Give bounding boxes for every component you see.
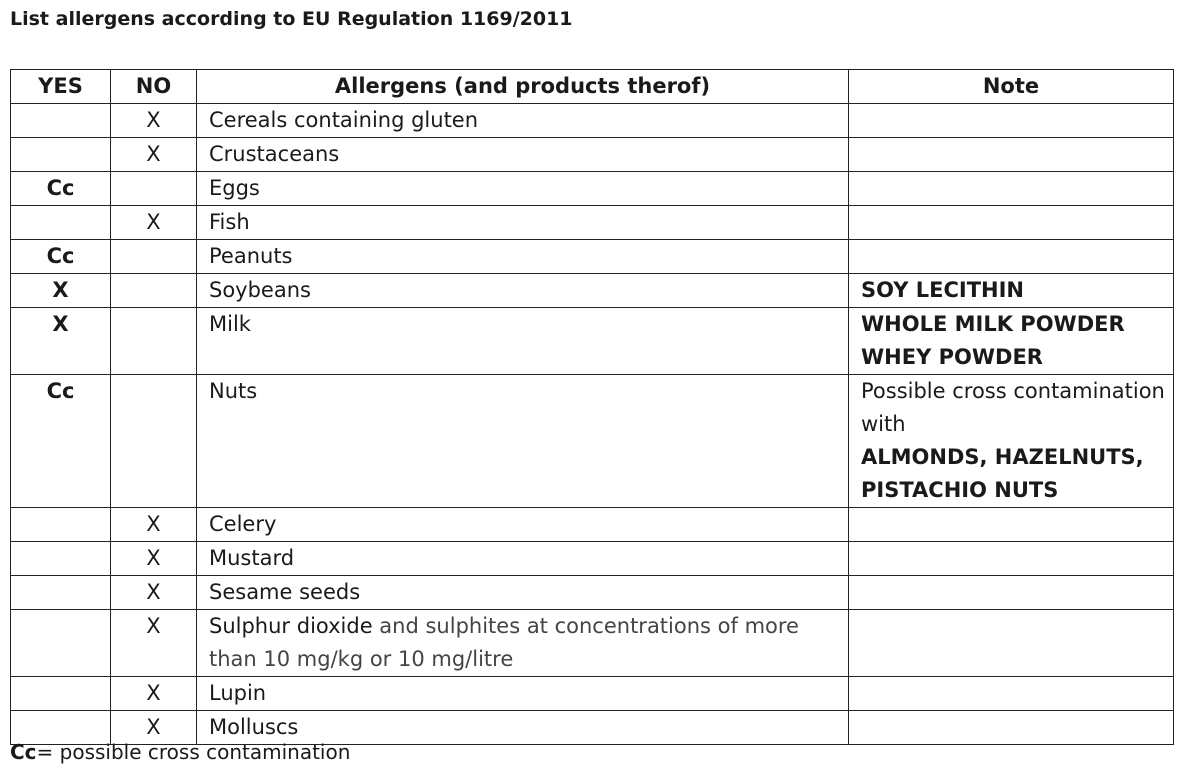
table-row	[11, 206, 1174, 240]
allergen-name: Sesame seeds	[197, 576, 849, 610]
table-row	[11, 576, 1174, 610]
note-cell	[849, 104, 1174, 138]
note-cell	[849, 274, 1174, 308]
table-row	[11, 677, 1174, 711]
yes-cell	[11, 508, 111, 542]
no-cell: X	[111, 711, 197, 745]
col-header-no: NO	[111, 70, 197, 104]
allergen-name: Cereals containing gluten	[197, 104, 849, 138]
no-cell: X	[111, 542, 197, 576]
table-row	[11, 172, 1174, 206]
yes-cell	[11, 104, 111, 138]
table-row	[11, 375, 1174, 508]
allergen-name: Nuts	[197, 375, 849, 508]
table-row	[11, 240, 1174, 274]
yes-cell	[11, 677, 111, 711]
yes-cell: X	[11, 308, 111, 375]
table-row	[11, 508, 1174, 542]
note-ingredient: PISTACHIO NUTS	[861, 478, 1059, 502]
yes-cell	[11, 542, 111, 576]
legend-text: = possible cross contamination	[36, 740, 351, 764]
col-header-allergen: Allergens (and products therof)	[197, 70, 849, 104]
table-row	[11, 274, 1174, 308]
legend-label: Cc	[10, 740, 37, 764]
no-cell: X	[111, 206, 197, 240]
yes-cell: X	[11, 274, 111, 308]
allergen-name-rest: and sulphites at concentrations of more than 10 mg/kg or 10 mg/litre	[209, 614, 799, 671]
table-row	[11, 138, 1174, 172]
note-cell	[849, 172, 1174, 206]
allergen-name: Peanuts	[197, 240, 849, 274]
table-row	[11, 542, 1174, 576]
note-cell	[849, 542, 1174, 576]
allergen-name: Crustaceans	[197, 138, 849, 172]
no-cell	[111, 308, 197, 375]
yes-cell	[11, 610, 111, 677]
note-cell	[849, 711, 1174, 745]
page-title: List allergens according to EU Regulation 1169/2011	[10, 8, 573, 30]
allergen-name: Molluscs	[197, 711, 849, 745]
note-cell	[849, 508, 1174, 542]
table-row	[11, 104, 1174, 138]
note-cell	[849, 206, 1174, 240]
allergen-table	[10, 69, 1174, 745]
note-cell	[849, 308, 1174, 375]
yes-cell: Cc	[11, 172, 111, 206]
allergen-name: Mustard	[197, 542, 849, 576]
note-ingredient: SOY LECITHIN	[861, 278, 1024, 302]
note-cell	[849, 576, 1174, 610]
yes-cell: Cc	[11, 375, 111, 508]
note-text: Possible cross contamination with	[861, 379, 1165, 436]
note-ingredient: ALMONDS, HAZELNUTS,	[861, 445, 1144, 469]
no-cell: X	[111, 138, 197, 172]
allergen-name: Soybeans	[197, 274, 849, 308]
no-cell	[111, 240, 197, 274]
yes-cell	[11, 576, 111, 610]
no-cell: X	[111, 576, 197, 610]
note-cell	[849, 138, 1174, 172]
table-header-row	[11, 70, 1174, 104]
no-cell	[111, 375, 197, 508]
col-header-yes: YES	[11, 70, 111, 104]
allergen-name-lead: Sulphur dioxide	[209, 614, 373, 638]
no-cell: X	[111, 508, 197, 542]
table-row	[11, 308, 1174, 375]
note-cell	[849, 677, 1174, 711]
note-cell	[849, 375, 1174, 508]
table-row	[11, 610, 1174, 677]
note-cell	[849, 240, 1174, 274]
no-cell	[111, 274, 197, 308]
col-header-note: Note	[849, 70, 1174, 104]
allergen-name: Fish	[197, 206, 849, 240]
no-cell: X	[111, 610, 197, 677]
note-ingredient: WHEY POWDER	[861, 345, 1043, 369]
allergen-name: Eggs	[197, 172, 849, 206]
yes-cell	[11, 206, 111, 240]
note-cell	[849, 610, 1174, 677]
allergen-name	[197, 610, 849, 677]
note-ingredient: WHOLE MILK POWDER	[861, 312, 1125, 336]
allergen-name: Lupin	[197, 677, 849, 711]
legend-footnote	[10, 740, 350, 764]
no-cell	[111, 172, 197, 206]
no-cell: X	[111, 677, 197, 711]
yes-cell: Cc	[11, 240, 111, 274]
allergen-name: Celery	[197, 508, 849, 542]
no-cell: X	[111, 104, 197, 138]
allergen-name: Milk	[197, 308, 849, 375]
yes-cell	[11, 138, 111, 172]
